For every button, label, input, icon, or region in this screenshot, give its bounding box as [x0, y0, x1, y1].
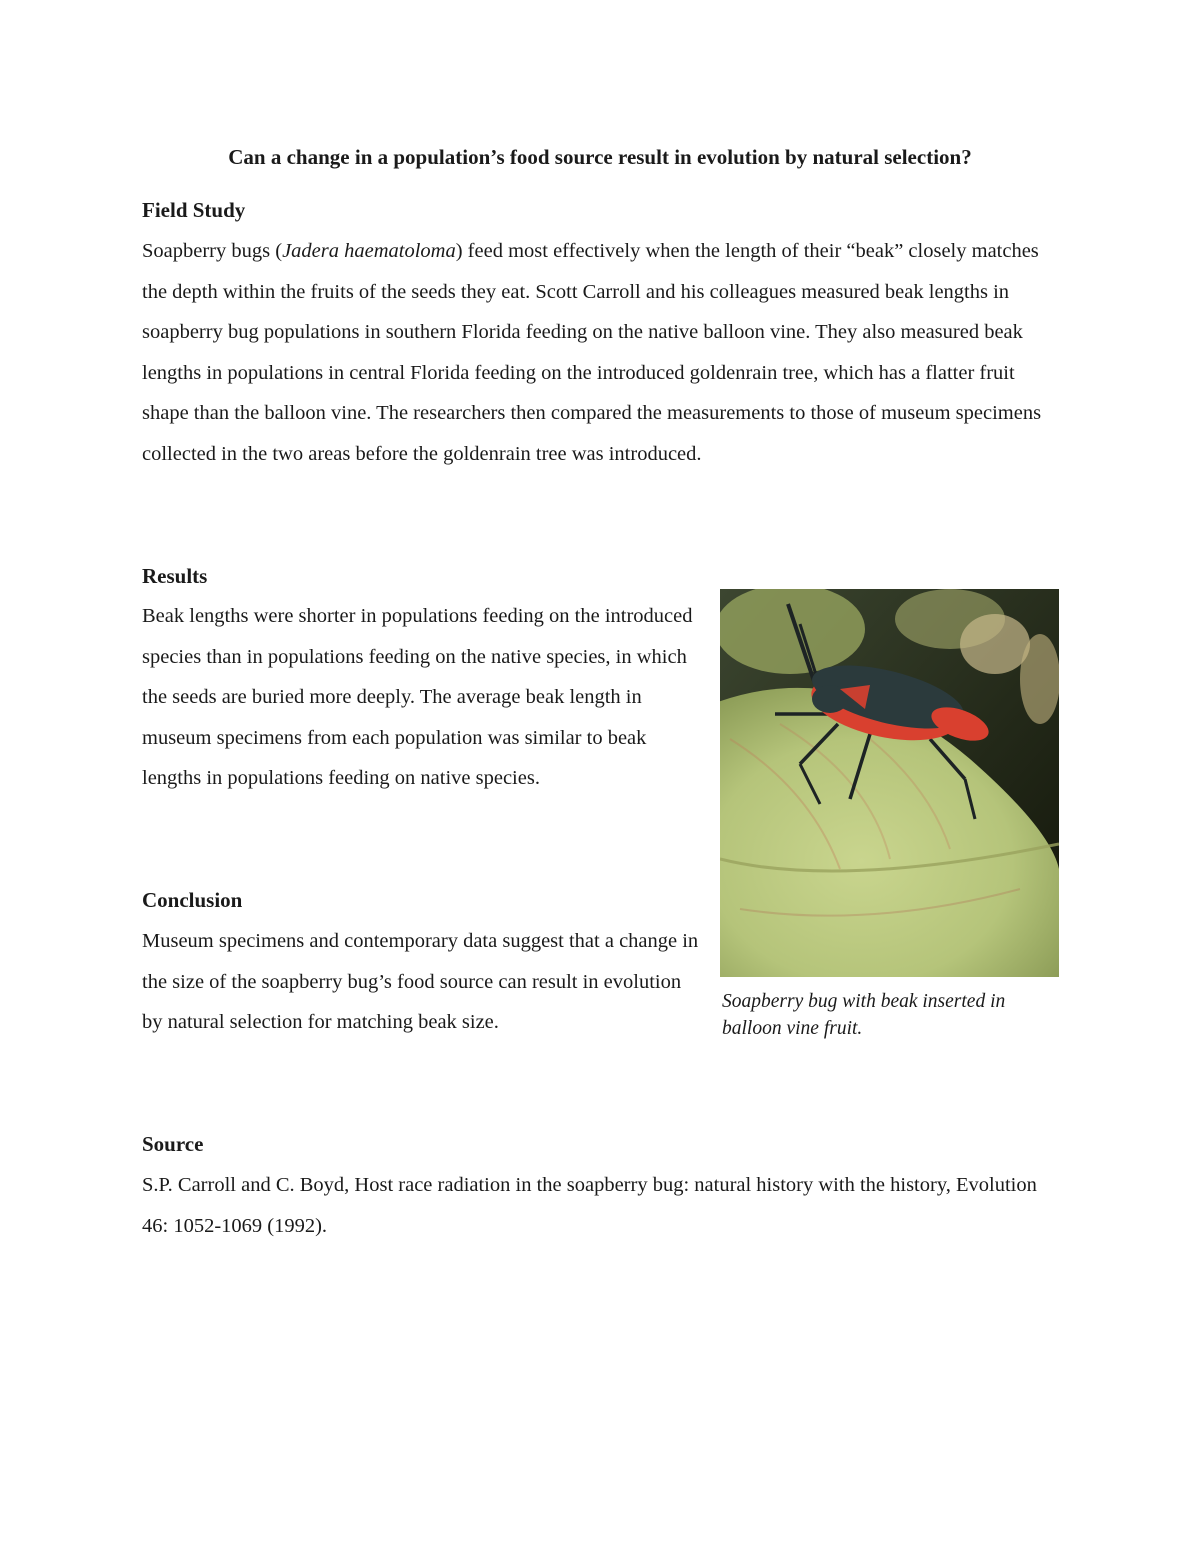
field-study-paragraph [142, 231, 1062, 474]
field-study-intro-rest: ) feed most effectively when the length of their “beak” closely matches the depth within the fruits of the seeds they eat. Scott Carroll and his colleagues measured beak lengths in soapberry bug populations in southern Florida feeding on the native balloon vine. They also measured beak lengths in populations in central Florida feeding on the introduced goldenrain tree, which has a flatter fruit shape than the balloon vine. The researchers then compared the measurements to those of museum specimens collected in the two areas before the goldenrain tree was introduced. [142, 240, 1042, 465]
field-study-heading: Field Study [142, 198, 246, 222]
source-heading: Source [142, 1132, 204, 1156]
results-paragraph: Beak lengths were shorter in populations feeding on the introduced species than in populations feeding on the native species, in which the seeds are buried more deeply. The average beak length in museum specimens from each population was similar to beak lengths in populations feeding on native species. [142, 605, 693, 789]
source-citation: S.P. Carroll and C. Boyd, Host race radiation in the soapberry bug: natural history with the history, Evolution 46: 1052-1069 (1992). [142, 1174, 1037, 1237]
conclusion-heading: Conclusion [142, 888, 243, 912]
conclusion-paragraph: Museum specimens and contemporary data suggest that a change in the size of the soapberry bug’s food source can result in evolution by natural selection for matching beak size. [142, 930, 699, 1033]
species-name: Jadera haematoloma [282, 240, 456, 262]
field-study-intro-start: Soapberry bugs ( [142, 240, 283, 262]
results-heading: Results [142, 564, 208, 588]
soapberry-bug-photo [720, 589, 1059, 977]
photo-caption: Soapberry bug with beak inserted in balloon vine fruit. [722, 991, 1006, 1039]
photo-illustration [720, 589, 1059, 977]
page-title: Can a change in a population’s food source result in evolution by natural selection? [228, 145, 972, 169]
